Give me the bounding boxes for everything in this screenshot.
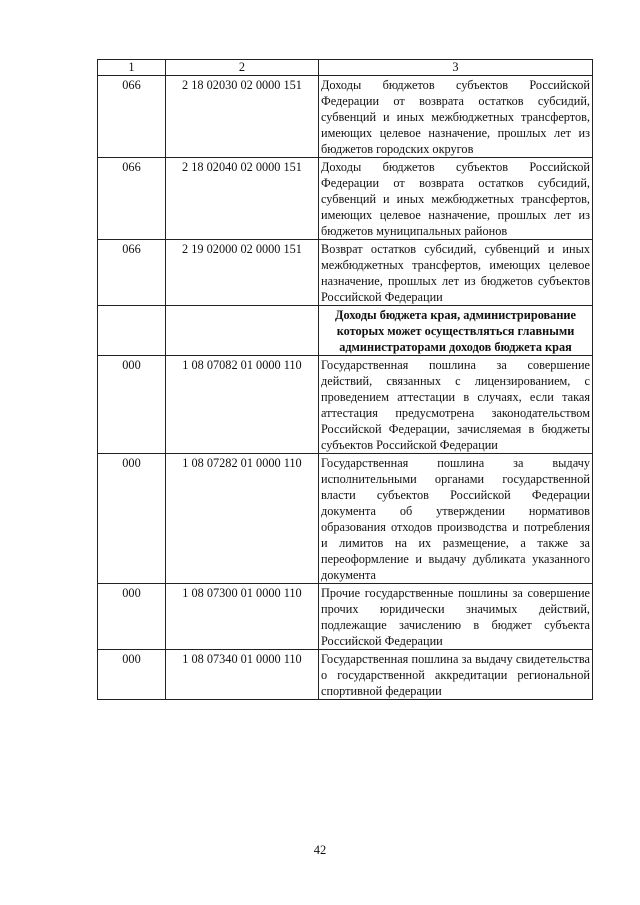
revenue-classification-table [97,59,593,700]
table-row [98,650,593,700]
revenue-description: Прочие государственные пошлины за совершение прочих юридически значимых действий, подлежащие зачислению в бюджет субъекта Российской Федерации [319,584,593,650]
table-row [98,356,593,454]
table-row [98,584,593,650]
administrator-code: 066 [98,158,166,240]
administrator-code: 066 [98,240,166,306]
budget-classification-code: 2 18 02030 02 0000 151 [166,76,319,158]
section-heading: Доходы бюджета края, администрирование которых может осуществляться главными администраторами доходов бюджета края [319,306,593,356]
revenue-description: Государственная пошлина за выдачу исполнительными органами государственной власти субъектов Российской Федерации документа об утверждении нормативов образования отходов производства и потребления и лимитов на их размещение, а также за переоформление и выдачу дубликата указанного документа [319,454,593,584]
table-row [98,454,593,584]
budget-classification-code: 1 08 07282 01 0000 110 [166,454,319,584]
table-row [98,158,593,240]
revenue-description: Возврат остатков субсидий, субвенций и иных межбюджетных трансфертов, имеющих целевое назначение, прошлых лет из бюджетов субъектов Российской Федерации [319,240,593,306]
administrator-code [98,306,166,356]
column-header-1: 1 [98,60,166,76]
budget-classification-code: 2 18 02040 02 0000 151 [166,158,319,240]
column-header-2: 2 [166,60,319,76]
budget-classification-code: 1 08 07300 01 0000 110 [166,584,319,650]
revenue-description: Государственная пошлина за выдачу свидетельства о государственной аккредитации региональной спортивной федерации [319,650,593,700]
budget-classification-code [166,306,319,356]
column-header-3: 3 [319,60,593,76]
revenue-description: Доходы бюджетов субъектов Российской Федерации от возврата остатков субсидий, субвенций и иных межбюджетных трансфертов, имеющих целевое назначение, прошлых лет из бюджетов городских округов [319,76,593,158]
page-number: 42 [313,843,327,857]
administrator-code: 000 [98,650,166,700]
table-row [98,76,593,158]
administrator-code: 000 [98,454,166,584]
table-row [98,240,593,306]
budget-classification-code: 1 08 07340 01 0000 110 [166,650,319,700]
header-row [98,60,593,76]
administrator-code: 000 [98,584,166,650]
revenue-description: Государственная пошлина за совершение действий, связанных с лицензированием, с проведением аттестации в случаях, если такая аттестация предусмотрена законодательством Российской Федерации, зачисляемая в бюджеты субъектов Российской Федерации [319,356,593,454]
revenue-description: Доходы бюджетов субъектов Российской Федерации от возврата остатков субсидий, субвенций и иных межбюджетных трансфертов, имеющих целевое назначение, прошлых лет из бюджетов муниципальных районов [319,158,593,240]
administrator-code: 000 [98,356,166,454]
section-heading-row [98,306,593,356]
budget-classification-code: 2 19 02000 02 0000 151 [166,240,319,306]
budget-classification-code: 1 08 07082 01 0000 110 [166,356,319,454]
administrator-code: 066 [98,76,166,158]
